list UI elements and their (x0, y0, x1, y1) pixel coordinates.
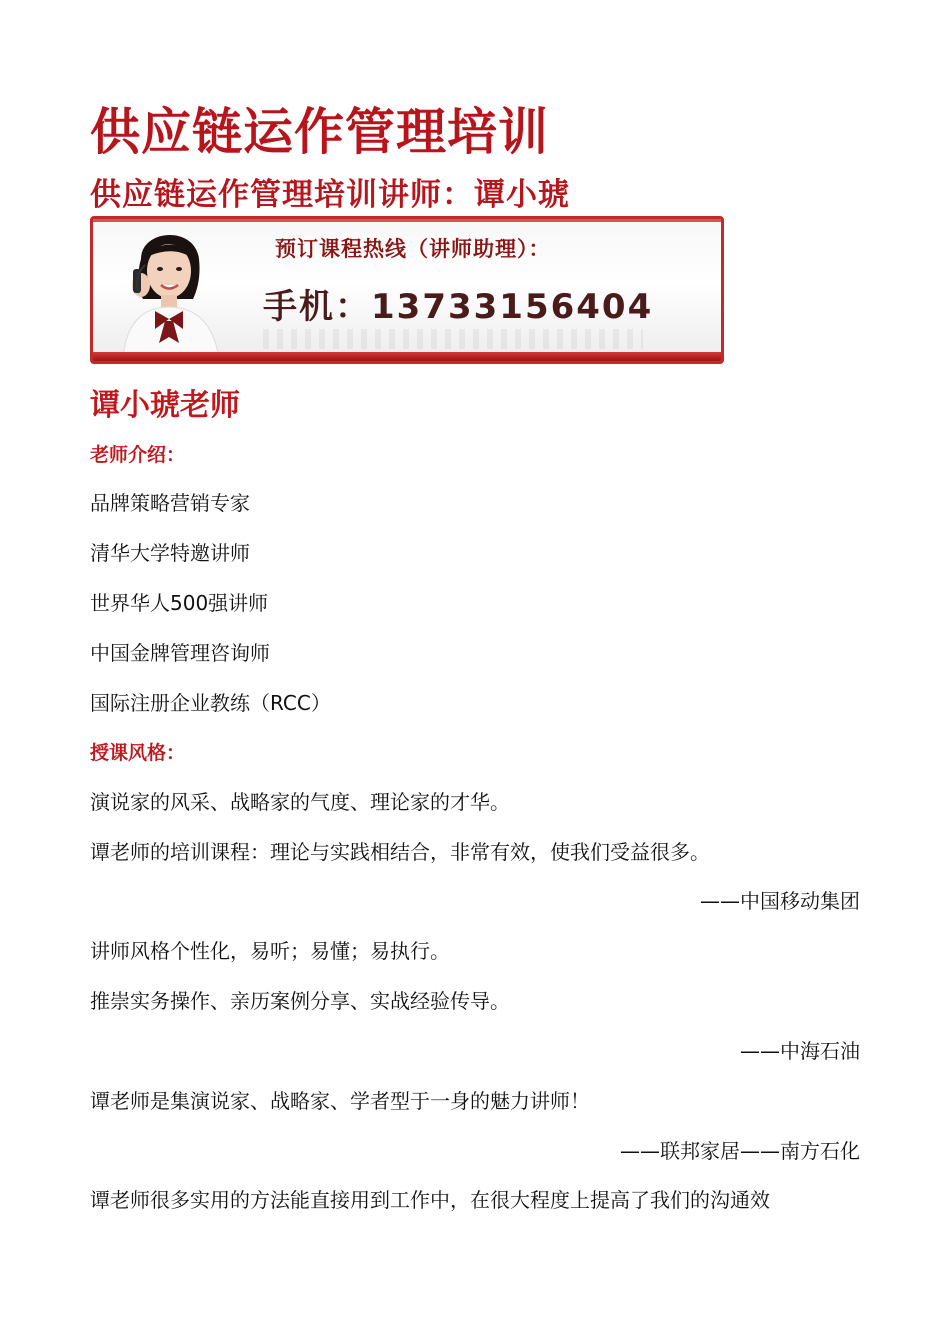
testimonial-2-source: ——中海石油 (740, 1039, 860, 1063)
testimonial-1-source: ——中国移动集团 (700, 889, 860, 913)
intro-line-4: 中国金牌管理咨询师 (90, 641, 270, 665)
intro-label: 老师介绍： (90, 444, 186, 466)
testimonial-2-text: 讲师风格个性化，易听；易懂；易执行。 (90, 939, 450, 963)
intro-line-5: 国际注册企业教练（RCC） (90, 691, 331, 715)
hotline-banner (90, 216, 724, 364)
banner-bottom-bar (93, 352, 721, 361)
page-subtitle: 供应链运作管理培训讲师：谭小琥 (90, 177, 570, 213)
style-line: 演说家的风采、战略家的气度、理论家的才华。 (90, 790, 510, 814)
testimonial-3-text: 谭老师是集演说家、战略家、学者型于一身的魅力讲师！ (90, 1089, 590, 1113)
testimonial-3-source: ——联邦家居——南方石化 (620, 1139, 860, 1163)
intro-line-2: 清华大学特邀讲师 (90, 541, 250, 565)
testimonial-1-text: 谭老师的培训课程：理论与实践相结合，非常有效，使我们受益很多。 (90, 840, 710, 864)
banner-hotline-label: 预订课程热线（讲师助理）： (275, 237, 551, 261)
banner-text-reflection (263, 329, 643, 349)
testimonial-2-text-2: 推崇实务操作、亲历案例分享、实战经验传导。 (90, 989, 510, 1013)
banner-phone-number: 手机：13733156404 (263, 287, 654, 327)
intro-line-1: 品牌策略营销专家 (90, 491, 250, 515)
testimonial-4-text: 谭老师很多实用的方法能直接用到工作中，在很大程度上提高了我们的沟通效 (90, 1188, 770, 1212)
intro-line-3: 世界华人500强讲师 (90, 591, 269, 615)
teacher-name-heading: 谭小琥老师 (90, 388, 240, 423)
style-label: 授课风格： (90, 742, 186, 764)
page-title: 供应链运作管理培训 (90, 102, 549, 161)
customer-service-photo (103, 219, 233, 361)
